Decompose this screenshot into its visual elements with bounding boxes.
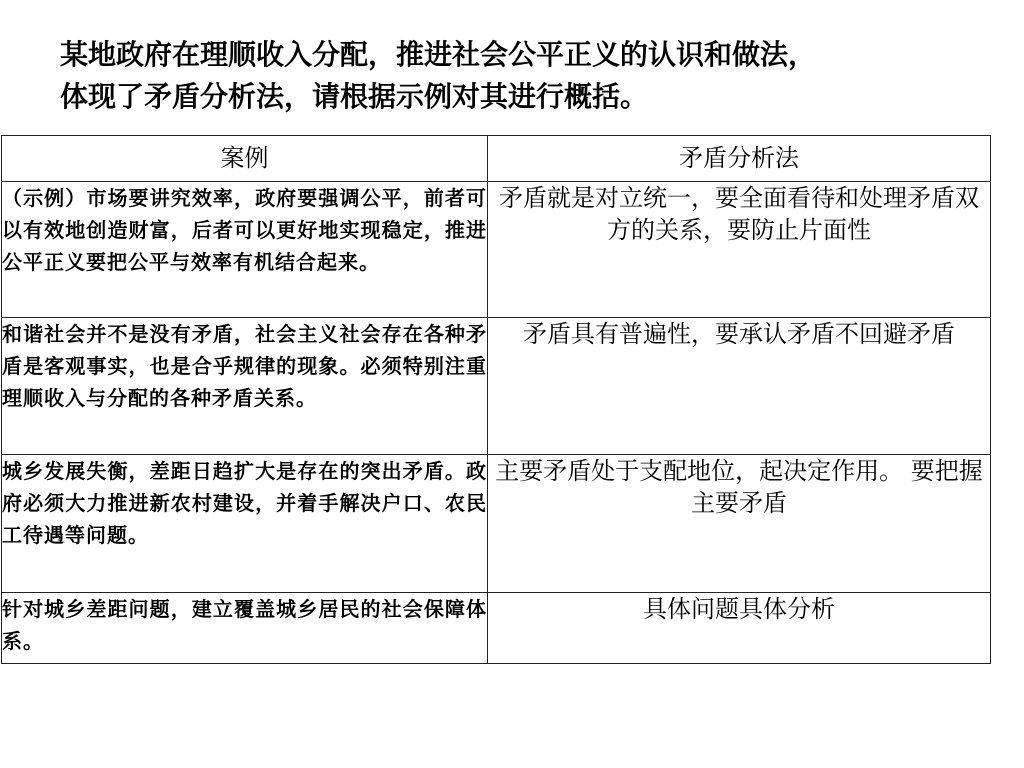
examples-table <box>1 135 991 664</box>
title-line-1: 某地政府在理顺收入分配，推进社会公平正义的认识和做法， <box>60 38 817 71</box>
slide-title <box>60 34 1000 118</box>
method-cell: 主要矛盾处于支配地位，起决定作用。 要把握主要矛盾 <box>488 455 991 593</box>
case-cell: 针对城乡差距问题，建立覆盖城乡居民的社会保障体系。 <box>2 593 488 664</box>
method-cell: 矛盾就是对立统一，要全面看待和处理矛盾双方的关系，要防止片面性 <box>488 182 991 318</box>
table-row <box>2 455 991 593</box>
header-method: 矛盾分析法 <box>488 136 991 182</box>
method-cell: 矛盾具有普遍性，要承认矛盾不回避矛盾 <box>488 318 991 455</box>
case-cell: 和谐社会并不是没有矛盾，社会主义社会存在各种矛盾是客观事实，也是合乎规律的现象。必须特别注重理顺收入与分配的各种矛盾关系。 <box>2 318 488 455</box>
table-row <box>2 593 991 664</box>
header-case: 案例 <box>2 136 488 182</box>
table-row <box>2 182 991 318</box>
title-line-2: 体现了矛盾分析法，请根据示例对其进行概括。 <box>60 80 649 113</box>
table-row <box>2 318 991 455</box>
method-cell: 具体问题具体分析 <box>488 593 991 664</box>
case-cell: （示例）市场要讲究效率，政府要强调公平，前者可以有效地创造财富，后者可以更好地实现稳定，推进公平正义要把公平与效率有机结合起来。 <box>2 182 488 318</box>
case-cell: 城乡发展失衡，差距日趋扩大是存在的突出矛盾。政府必须大力推进新农村建设，并着手解决户口、农民工待遇等问题。 <box>2 455 488 593</box>
table-header-row <box>2 136 991 182</box>
